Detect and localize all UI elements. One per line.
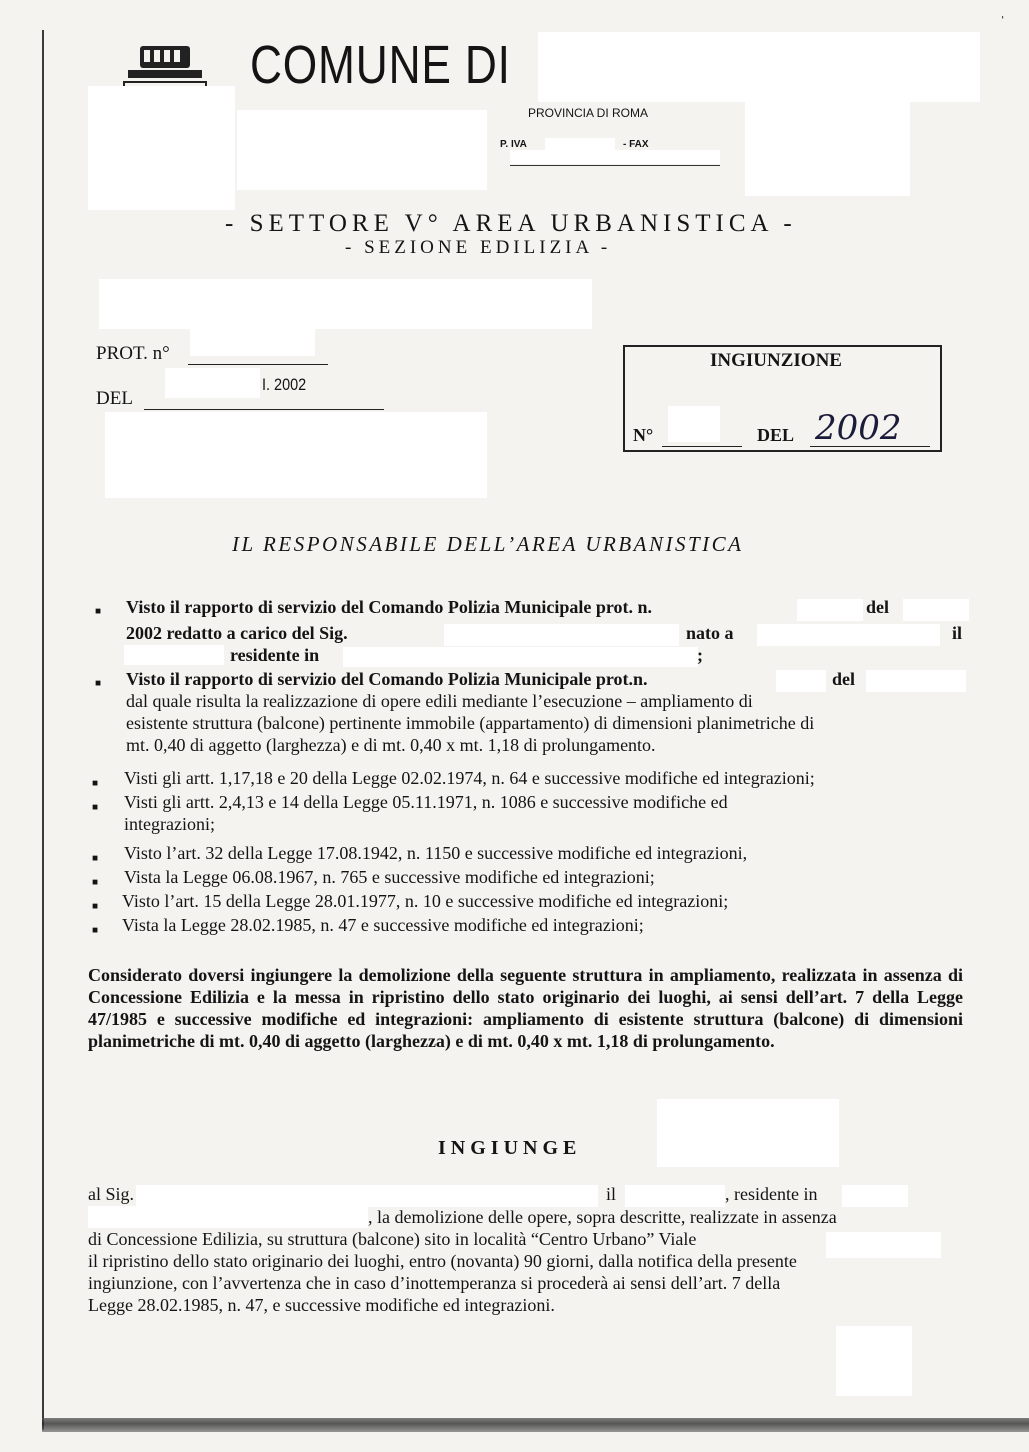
- bullet-icon: ■: [92, 853, 99, 864]
- scan-edge-bottom: [42, 1418, 1029, 1432]
- bullet-icon: ■: [95, 678, 102, 689]
- redaction-block: [797, 599, 863, 621]
- bullet-2-del: del: [832, 669, 856, 689]
- responsabile-heading: IL RESPONSABILE DELL’AREA URBANISTICA: [232, 532, 744, 556]
- final-line-5: ingiunzione, con l’avvertenza che in caso d’inottemperanza si procederà ai sensi dell’art. 7 della: [88, 1273, 781, 1293]
- ingiunzione-title: INGIUNZIONE: [710, 350, 842, 371]
- ingiunzione-del-label: DEL: [757, 425, 795, 445]
- redaction-block: [836, 1326, 912, 1396]
- final-line-6: Legge 28.02.1985, n. 47, e successive modifiche ed integrazioni.: [88, 1295, 555, 1315]
- ingiunzione-number-label: N°: [633, 425, 654, 445]
- redaction-block: [105, 412, 487, 498]
- bullet-icon: ■: [92, 778, 99, 789]
- scan-mark: ˈ: [1000, 14, 1006, 31]
- protocol-year: I. 2002: [262, 375, 307, 394]
- bullet-7: Visto l’art. 15 della Legge 28.01.1977, n. 10 e successive modifiche ed integrazioni;: [122, 891, 729, 911]
- bullet-icon: ■: [92, 925, 99, 936]
- redaction-block: [88, 1206, 368, 1228]
- del-underline: [144, 409, 384, 410]
- province-label: PROVINCIA DI ROMA: [528, 106, 649, 120]
- bullet-2-line-4: mt. 0,40 di aggetto (larghezza) e di mt. 0,40 x mt. 1,18 di prolungamento.: [126, 735, 656, 755]
- page-edge: [42, 30, 44, 1430]
- considerato-paragraph: Considerato doversi ingiungere la demolizione della seguente struttura in ampliamento, realizzata in assenza di Concessione Edilizia e la messa in ripristino dello stato originario dei luoghi, ai sensi dell’art. 7 della Legge 47/1985 e successive modifiche ed integrazioni: ampliamento di esistente struttura (balcone) di dimensioni planimetriche di mt. 0,40 di aggetto (larghezza) e di mt. 0,40 x mt. 1,18 di prolungamento.: [88, 965, 963, 1051]
- redaction-block: [136, 1185, 598, 1207]
- ingiunge-heading: INGIUNGE: [438, 1137, 582, 1159]
- redaction-block: [190, 326, 315, 356]
- sezione-heading: - SEZIONE EDILIZIA -: [345, 237, 612, 258]
- bullet-icon: ■: [92, 802, 99, 813]
- handwritten-year: 2002: [815, 408, 902, 448]
- final-line-2: , la demolizione delle opere, sopra descritte, realizzate in assenza: [368, 1207, 837, 1227]
- bullet-1-nato: nato a: [686, 623, 734, 643]
- redaction-block: [842, 1185, 908, 1207]
- bullet-1-semicolon: ;: [697, 645, 703, 665]
- bullet-icon: ■: [92, 901, 99, 912]
- bullet-1-del: del: [866, 597, 890, 617]
- redaction-block: [757, 624, 940, 646]
- bullet-4-line-1: Visti gli artt. 2,4,13 e 14 della Legge 05.11.1971, n. 1086 e successive modifiche ed: [124, 792, 728, 812]
- redaction-block: [866, 670, 966, 692]
- prot-underline: [188, 364, 328, 365]
- prot-del-label: DEL: [96, 388, 133, 409]
- bullet-1-line-2: 2002 redatto a carico del Sig.: [126, 623, 348, 643]
- redaction-block: [510, 150, 720, 164]
- bullet-4-line-2: integrazioni;: [124, 814, 215, 834]
- final-line-1c: , residente in: [725, 1184, 818, 1204]
- settore-heading: - SETTORE V° AREA URBANISTICA -: [225, 210, 797, 237]
- final-line-1a: al Sig.: [88, 1184, 135, 1204]
- redaction-block: [668, 406, 720, 442]
- bullet-5: Visto l’art. 32 della Legge 17.08.1942, n. 1150 e successive modifiche ed integrazioni,: [124, 843, 748, 863]
- redaction-block: [237, 110, 487, 190]
- redaction-block: [903, 599, 969, 621]
- redaction-block: [745, 102, 910, 196]
- redaction-block: [538, 32, 980, 102]
- comune-title: COMUNE DI: [250, 35, 511, 95]
- redaction-block: [88, 86, 235, 210]
- final-line-1b: il: [606, 1184, 617, 1204]
- bullet-2-line-1: Visto il rapporto di servizio del Comando Polizia Municipale prot.n.: [126, 669, 648, 689]
- redaction-block: [444, 624, 679, 646]
- redaction-block: [165, 368, 260, 398]
- ingiunzione-number-line: [662, 446, 742, 447]
- bullet-2-line-2: dal quale risulta la realizzazione di opere edili mediante l’esecuzione – ampliamento di: [126, 691, 753, 711]
- redaction-block: [124, 645, 224, 665]
- final-line-4: il ripristino dello stato originario dei luoghi, entro (novanta) 90 giorni, dalla notifica della presente: [88, 1251, 797, 1271]
- redaction-block: [99, 279, 592, 329]
- final-line-3: di Concessione Edilizia, su struttura (balcone) sito in località “Centro Urbano” Viale: [88, 1229, 697, 1249]
- piva-label: P. IVA: [500, 139, 527, 150]
- bullet-2-line-3: esistente struttura (balcone) pertinente immobile (appartamento) di dimensioni planimetriche di: [126, 713, 815, 733]
- prot-label: PROT. n°: [96, 343, 170, 364]
- bullet-1-line-3: residente in: [230, 645, 320, 665]
- bullet-3: Visti gli artt. 1,17,18 e 20 della Legge 02.02.1974, n. 64 e successive modifiche ed integrazioni;: [124, 768, 815, 788]
- address-line: [510, 165, 720, 166]
- redaction-block: [657, 1099, 839, 1167]
- redaction-block: [343, 647, 698, 667]
- fax-label: - FAX: [623, 139, 649, 150]
- bullet-8: Vista la Legge 28.02.1985, n. 47 e successive modifiche ed integrazioni;: [122, 915, 644, 935]
- bullet-icon: ■: [95, 606, 102, 617]
- redaction-block: [826, 1232, 941, 1258]
- bullet-icon: ■: [92, 877, 99, 888]
- redaction-block: [625, 1185, 725, 1207]
- bullet-1-line-1: Visto il rapporto di servizio del Comando Polizia Municipale prot. n.: [126, 597, 652, 617]
- bullet-6: Vista la Legge 06.08.1967, n. 765 e successive modifiche ed integrazioni;: [124, 867, 655, 887]
- bullet-1-il: il: [952, 623, 963, 643]
- redaction-block: [776, 670, 826, 692]
